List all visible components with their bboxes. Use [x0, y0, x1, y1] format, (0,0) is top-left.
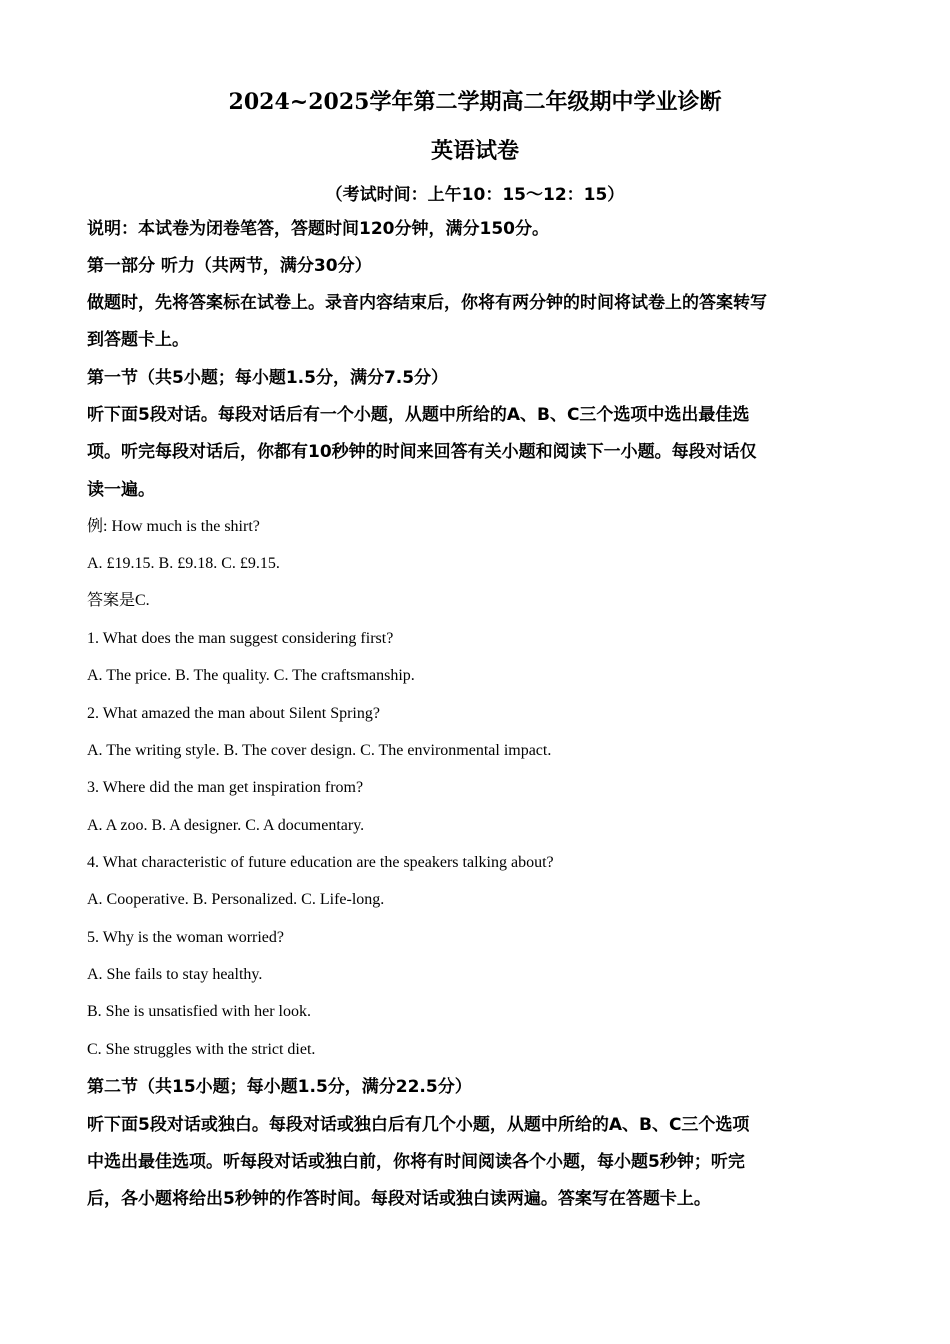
section2-heading: 第二节（共15小题；每小题1.5分，满分22.5分）: [87, 1077, 472, 1097]
question-4: 4. What characteristic of future education are the speakers talking about?: [87, 854, 554, 871]
question-5-option-b: B. She is unsatisfied with her look.: [87, 1003, 311, 1020]
part1-heading: 第一部分 听力（共两节，满分30分）: [87, 256, 372, 276]
question-4-options: A. Cooperative. B. Personalized. C. Life-long.: [87, 891, 385, 908]
section1-description-line: 听下面5段对话。每段对话后有一个小题，从题中所给的A、B、C三个选项中选出最佳选: [87, 405, 750, 425]
exam-subtitle: 英语试卷: [430, 138, 519, 164]
question-5-option-c: C. She struggles with the strict diet.: [87, 1041, 316, 1058]
part1-description-line: 做题时，先将答案标在试卷上。录音内容结束后，你将有两分钟的时间将试卷上的答案转写: [87, 293, 767, 313]
example-question: 例: How much is the shirt?: [87, 518, 260, 535]
part1-description-line: 到答题卡上。: [87, 330, 189, 350]
example-options: A. £19.15. B. £9.18. C. £9.15.: [87, 555, 280, 572]
question-5-option-a: A. She fails to stay healthy.: [87, 966, 263, 983]
exam-note: 说明：本试卷为闭卷笔答，答题时间120分钟，满分150分。: [87, 219, 549, 239]
section2-description-line: 中选出最佳选项。听每段对话或独白前，你将有时间阅读各个小题，每小题5秒钟；听完: [87, 1152, 745, 1172]
section2-description-line: 听下面5段对话或独白。每段对话或独白后有几个小题，从题中所给的A、B、C三个选项: [87, 1115, 750, 1135]
exam-title: 2024~2025学年第二学期高二年级期中学业诊断: [228, 89, 722, 115]
question-1: 1. What does the man suggest considering first?: [87, 630, 394, 647]
section1-description-line: 读一遍。: [87, 480, 155, 500]
question-2-options: A. The writing style. B. The cover design. C. The environmental impact.: [87, 742, 552, 759]
section2-description-line: 后，各小题将给出5秒钟的作答时间。每段对话或独白读两遍。答案写在答题卡上。: [87, 1189, 711, 1209]
question-2: 2. What amazed the man about Silent Spring?: [87, 705, 380, 722]
section1-heading: 第一节（共5小题；每小题1.5分，满分7.5分）: [87, 368, 449, 388]
question-5: 5. Why is the woman worried?: [87, 929, 284, 946]
question-3-options: A. A zoo. B. A designer. C. A documentary.: [87, 817, 365, 834]
section1-description-line: 项。听完每段对话后，你都有10秒钟的时间来回答有关小题和阅读下一小题。每段对话仅: [87, 442, 757, 462]
example-answer: 答案是C.: [87, 592, 150, 609]
question-3: 3. Where did the man get inspiration from?: [87, 779, 364, 796]
exam-time: （考试时间：上午10：15～12：15）: [325, 185, 625, 205]
question-1-options: A. The price. B. The quality. C. The craftsmanship.: [87, 667, 415, 684]
